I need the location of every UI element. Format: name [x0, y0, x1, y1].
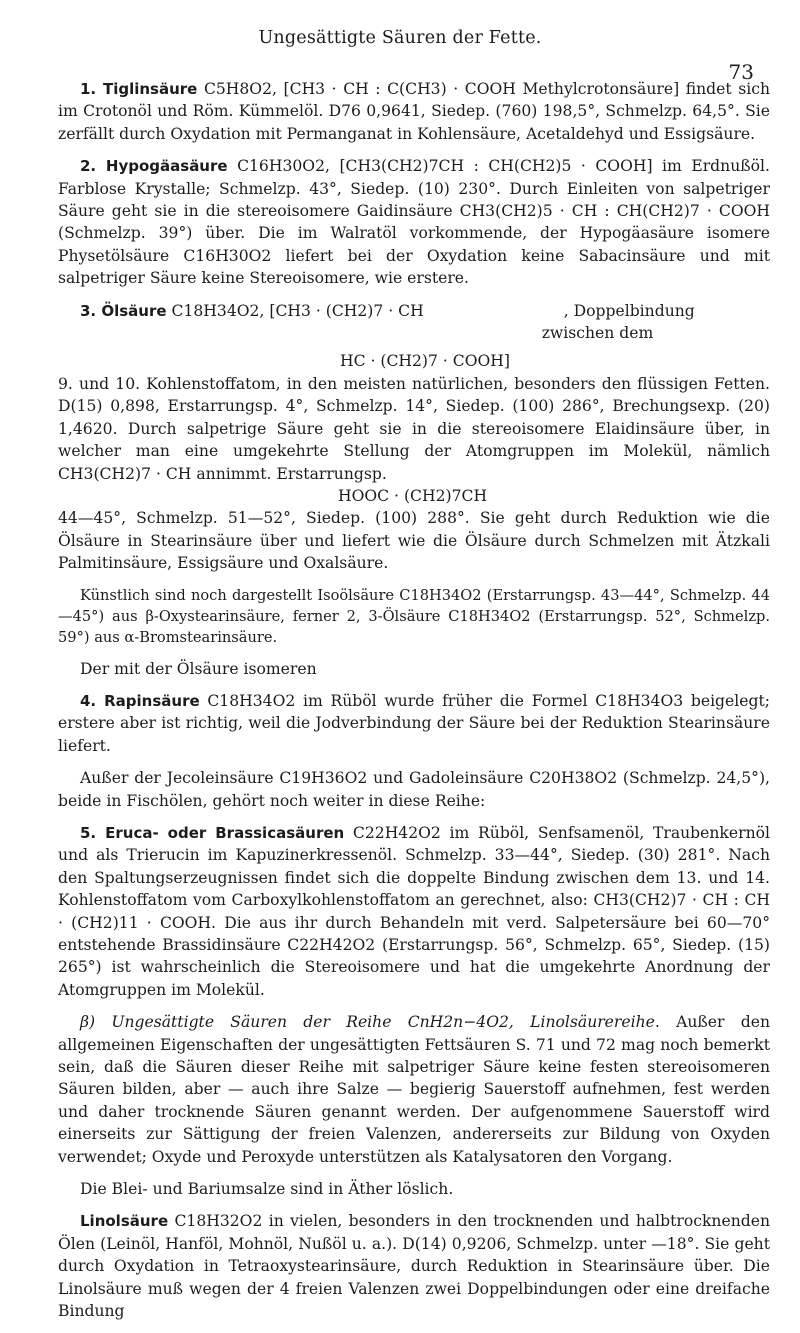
- oelsaeure-formula-lower: HC · (CH2)7 · COOH]: [340, 352, 510, 371]
- oelsaeure-formula-note: , Doppelbindung zwischen dem: [541, 301, 695, 343]
- section-heading-linolsaeurereihe: β) Ungesättigte Säuren der Reihe CnH2n−4O2, Linolsäurereihe.: [80, 1013, 660, 1032]
- text-linolsaeurereihe: Außer den allgemeinen Eigenschaften der ungesättigten Fettsäuren S. 71 und 72 mag noch bemerkt sein, daß die Säuren dieser Reihe mit salpetriger Säure keine festen stereoisomeren Säuren bilden, aber — auch ihre Salze — begierig Sauerstoff aufnehmen, fest werden und daher trocknende Säuren genannt werden. Der aufgenommene Sauerstoff wird einerseits zur Sättigung der freien Valenzen, andererseits zur Bildung von Oxyden verwendet; Oxyde und Peroxyde unterstützen als Katalysatoren den Vorgang.: [58, 1013, 770, 1166]
- running-header: Ungesättigte Säuren der Fette.: [258, 28, 542, 48]
- text-linolsaeure: C18H32O2 in vielen, besonders in den trocknenden und halbtrocknenden Ölen (Leinöl, Hanföl, Mohnöl, Nußöl u. a.). D(14) 0,9206, Schmelzp. unter —18°. Sie geht durch Oxydation in Tetraoxystearinsäure, durch Reduktion in Stearinsäure über. Die Linolsäure muß wegen der 4 freien Valenzen zwei Doppelbindungen oder eine dreifache Bindung: [58, 1212, 770, 1321]
- paragraph-linolsaeure: [58, 1210, 770, 1322]
- paragraph-bleisalze: Die Blei- und Bariumsalze sind in Äther löslich.: [80, 1180, 454, 1199]
- text-erucasaeure: C22H42O2 im Rüböl, Senfsamenöl, Traubenkernöl und als Trierucin im Kapuzinerkressenöl. Schmelzp. 33—44°, Siedep. (30) 281°. Nach den Spaltungserzeugnissen findet sich die doppelte Bindung zwischen dem 13. und 14. Kohlenstoffatom vom Carboxylkohlenstoffatom an gerechnet, also: CH3(CH2)7 · CH : CH · (CH2)11 · COOH. Die aus ihr durch Behandeln mit verd. Salpetersäure bei 60—70° entstehende Brassidinsäure C22H42O2 (Erstarrungsp. 56°, Schmelzp. 65°, Siedep. (15) 265°) ist wahrscheinlich die Stereoisomere und hat die umgekehrte Anordnung der Atomgruppen im Molekül.: [58, 823, 770, 999]
- text-oelsaeure: 9. und 10. Kohlenstoffatom, in den meisten natürlichen, besonders den flüssigen Fetten. D(15) 0,898, Erstarrungsp. 4°, Schmelzp. 14°, Siedep. (100) 286°, Brechungsexp. (20) 1,4620. Durch salpetrige Säure geht sie in die stereoisomere Elaidinsäure über, in welcher man eine umgekehrte Stellung der Atomgruppen im Molekül, nämlich CH3(CH2)7 · CH annimmt. Erstarrungsp.: [58, 374, 770, 483]
- paragraph-hypogaeasaeure: [58, 155, 770, 289]
- paragraph-linolsaeurereihe: [58, 1011, 770, 1168]
- paragraph-isomeren: Der mit der Ölsäure isomeren: [80, 659, 317, 678]
- heading-hypogaeasaeure: 2. Hypogäasäure: [80, 157, 228, 176]
- paragraph-oelsaeure: [58, 300, 770, 575]
- paragraph-erucasaeure: [58, 822, 770, 1001]
- paragraph-rapinsaeure: [58, 690, 770, 757]
- text-rapinsaeure: C18H34O2 im Rüböl wurde früher die Formel C18H34O3 beigelegt; erstere aber ist richtig, weil die Jodverbindung der Säure bei der Reduktion Stearinsäure liefert.: [58, 691, 770, 755]
- page-number: 73: [728, 60, 754, 84]
- heading-erucasaeure: 5. Eruca- oder Brassicasäuren: [80, 823, 345, 842]
- oelsaeure-formula-upper: C18H34O2, [CH3 · (CH2)7 · CH: [171, 301, 424, 320]
- text-tiglinsaeure: C5H8O2, [CH3 · CH : C(CH3) · COOH Methylcrotonsäure] findet sich im Crotonöl und Röm. Kümmelöl. D76 0,9641, Siedep. (760) 198,5°, Schmelzp. 64,5°. Sie zerfällt durch Oxydation mit Permanganat in Kohlensäure, Acetaldehyd und Essigsäure.: [58, 80, 770, 143]
- paragraph-kuenstlich: Künstlich sind noch dargestellt Isoölsäure C18H34O2 (Erstarrungsp. 43—44°, Schmelzp. 44—45°) aus β-Oxystearinsäure, ferner 2, 3-Ölsäure C18H34O2 (Erstarrungsp. 52°, Schmelzp. 59°) aus α-Bromstearinsäure.: [58, 586, 770, 646]
- text-hypogaeasaeure: C16H30O2, [CH3(CH2)7CH : CH(CH2)5 · COOH] im Erdnußöl. Farblose Krystalle; Schmelzp. 43°, Siedep. (10) 230°. Durch Einleiten von salpetriger Säure geht sie in die stereoisomere Gaidinsäure CH3(CH2)5 · CH : CH(CH2)7 · COOH (Schmelzp. 39°) über. Die im Walratöl vorkommende, der Hypogäasäure isomere Physetölsäure C16H30O2 liefert bei der Oxydation keine Sabacinsäure und mit salpetriger Säure keine Stereoisomere, wie erstere.: [58, 157, 770, 288]
- heading-tiglinsaeure: 1. Tiglinsäure: [80, 80, 198, 98]
- paragraph-tiglinsaeure: [58, 78, 770, 145]
- elaidin-formula: HOOC · (CH2)7CH: [338, 486, 488, 505]
- heading-oelsaeure: 3. Ölsäure: [80, 301, 167, 320]
- text-oelsaeure-cont: 44—45°, Schmelzp. 51—52°, Siedep. (100) 288°. Sie geht durch Reduktion wie die Ölsäure in Stearinsäure über und liefert wie die Ölsäure durch Schmelzen mit Ätzkali Palmitinsäure, Essigsäure und Oxalsäure.: [58, 509, 770, 573]
- heading-linolsaeure: Linolsäure: [80, 1212, 169, 1231]
- oelsaeure-formula-top: [58, 300, 770, 345]
- paragraph-jecolein: Außer der Jecoleinsäure C19H36O2 und Gadoleinsäure C20H38O2 (Schmelzp. 24,5°), beide in Fischölen, gehört noch weiter in diese Reihe:: [58, 769, 770, 810]
- page-body: [58, 78, 770, 1333]
- heading-rapinsaeure: 4. Rapinsäure: [80, 691, 200, 710]
